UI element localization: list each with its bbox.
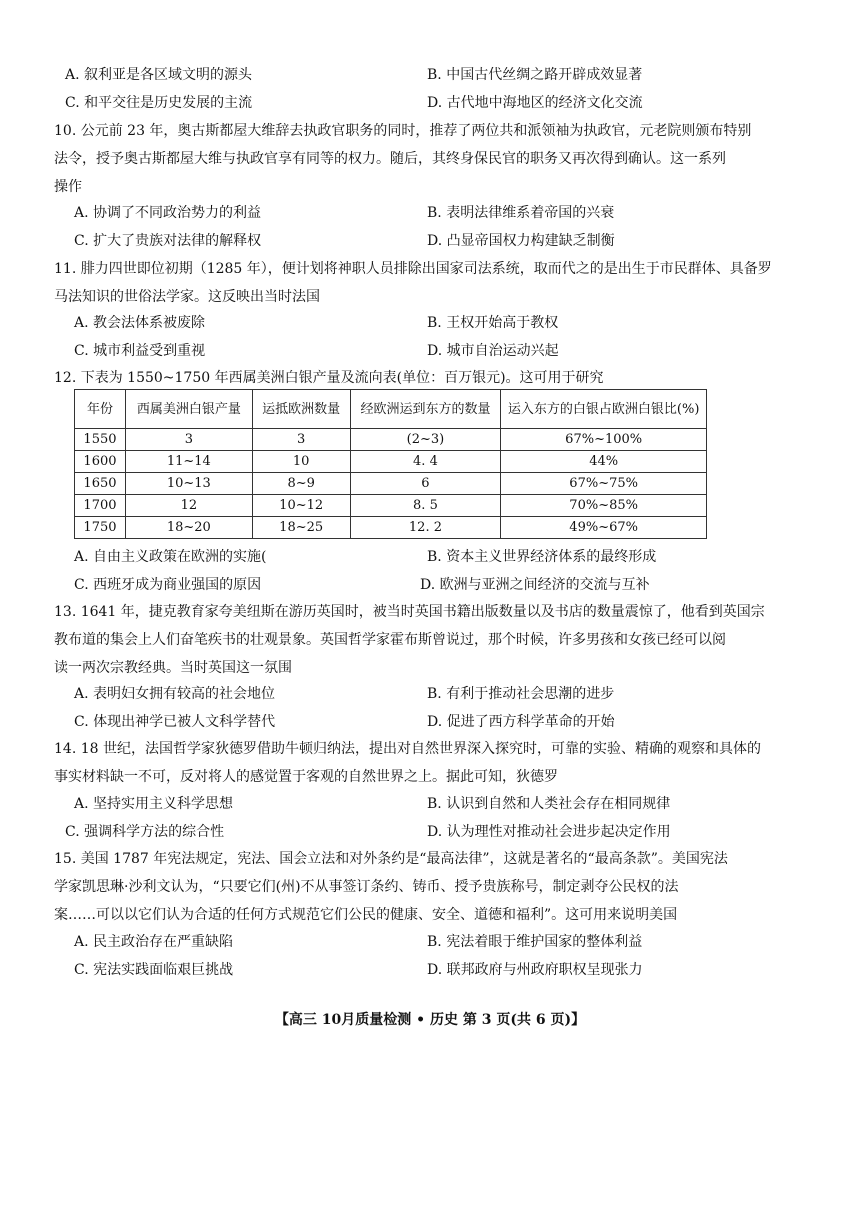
q9-option-b: B. 中国古代丝绸之路开辟成效显著 bbox=[427, 67, 643, 83]
table-cell: 10 bbox=[252, 451, 350, 473]
table-cell: 12. 2 bbox=[350, 517, 501, 539]
q11-stem-line-2: 马法知识的世俗法学家。这反映出当时法国 bbox=[54, 289, 320, 305]
q13-stem-line-3: 读一两次宗教经典。当时英国这一氛围 bbox=[54, 660, 292, 676]
q15-stem-line-1: 15. 美国 1787 年宪法规定，宪法、国会立法和对外条约是“最高法律”，这就是著名的“最高条款”。美国宪法 bbox=[54, 851, 728, 867]
table-header-cell: 西属美洲白银产量 bbox=[125, 390, 252, 429]
table-cell: 49%~67% bbox=[501, 517, 707, 539]
table-row bbox=[75, 495, 707, 517]
table-cell: (2~3) bbox=[350, 429, 501, 451]
q12-stem-line-1: 12. 下表为 1550~1750 年西属美洲白银产量及流向表(单位：百万银元)。这可用于研究 bbox=[54, 370, 604, 386]
table-cell: 10~12 bbox=[252, 495, 350, 517]
table-header-cell: 运抵欧洲数量 bbox=[252, 390, 350, 429]
table-row bbox=[75, 473, 707, 495]
q9-option-d: D. 古代地中海地区的经济文化交流 bbox=[427, 95, 643, 111]
table-row bbox=[75, 451, 707, 473]
table-cell: 1750 bbox=[75, 517, 126, 539]
q11-option-a: A. 教会法体系被废除 bbox=[74, 315, 206, 331]
q14-option-d: D. 认为理性对推动社会进步起决定作用 bbox=[427, 824, 671, 840]
q11-stem-line-1: 11. 腓力四世即位初期（1285 年），便计划将神职人员排除出国家司法系统，取而代之的是出生于市民群体、具备罗 bbox=[54, 261, 772, 277]
q10-stem-line-2: 法令，授予奥古斯都屋大维与执政官享有同等的权力。随后，其终身保民官的职务又再次得到确认。这一系列 bbox=[54, 151, 726, 167]
q10-option-c: C. 扩大了贵族对法律的解释权 bbox=[74, 233, 262, 249]
q13-option-b: B. 有利于推动社会思潮的进步 bbox=[427, 686, 615, 702]
q12-option-a: A. 自由主义政策在欧洲的实施( bbox=[74, 549, 267, 565]
q14-option-a: A. 坚持实用主义科学思想 bbox=[74, 796, 234, 812]
q10-option-d: D. 凸显帝国权力构建缺乏制衡 bbox=[427, 233, 615, 249]
q14-option-c: C. 强调科学方法的综合性 bbox=[65, 824, 225, 840]
table-cell: 44% bbox=[501, 451, 707, 473]
q9-option-a: A. 叙利亚是各区域文明的源头 bbox=[65, 67, 253, 83]
q13-stem-line-2: 教布道的集会上人们奋笔疾书的壮观景象。英国哲学家霍布斯曾说过，那个时候，许多男孩和女孩已经可以阅 bbox=[54, 632, 726, 648]
table-cell: 8. 5 bbox=[350, 495, 501, 517]
table-header-row bbox=[75, 390, 707, 429]
q15-stem-line-2: 学家凯思琳·沙利文认为，“只要它们(州)不从事签订条约、铸币、授予贵族称号，制定剥夺公民权的法 bbox=[54, 879, 679, 895]
q15-stem-line-3: 案……可以以它们认为合适的任何方式规范它们公民的健康、安全、道德和福利”。这可用来说明美国 bbox=[54, 907, 678, 923]
q10-stem-line-3: 操作 bbox=[54, 179, 82, 195]
table-header-cell: 年份 bbox=[75, 390, 126, 429]
table-cell: 11~14 bbox=[125, 451, 252, 473]
q11-option-c: C. 城市利益受到重视 bbox=[74, 343, 206, 359]
table-cell: 3 bbox=[252, 429, 350, 451]
table-cell: 1650 bbox=[75, 473, 126, 495]
q9-option-c: C. 和平交往是历史发展的主流 bbox=[65, 95, 253, 111]
q15-option-a: A. 民主政治存在严重缺陷 bbox=[74, 934, 234, 950]
q13-option-a: A. 表明妇女拥有较高的社会地位 bbox=[74, 686, 276, 702]
q15-option-b: B. 宪法着眼于维护国家的整体利益 bbox=[427, 934, 643, 950]
table-cell: 1600 bbox=[75, 451, 126, 473]
silver-flow-table bbox=[74, 389, 707, 539]
table-row bbox=[75, 517, 707, 539]
q11-option-d: D. 城市自治运动兴起 bbox=[427, 343, 559, 359]
table-cell: 6 bbox=[350, 473, 501, 495]
table-cell: 1550 bbox=[75, 429, 126, 451]
q15-option-c: C. 宪法实践面临艰巨挑战 bbox=[74, 962, 234, 978]
table-cell: 70%~85% bbox=[501, 495, 707, 517]
table-cell: 12 bbox=[125, 495, 252, 517]
q13-option-d: D. 促进了西方科学革命的开始 bbox=[427, 714, 615, 730]
q12-option-c: C. 西班牙成为商业强国的原因 bbox=[74, 577, 262, 593]
table-cell: 8~9 bbox=[252, 473, 350, 495]
q12-option-d: D. 欧洲与亚洲之间经济的交流与互补 bbox=[420, 577, 650, 593]
table-header-cell: 运入东方的白银占欧洲白银比(%) bbox=[501, 390, 707, 429]
table-cell: 1700 bbox=[75, 495, 126, 517]
q10-stem-line-1: 10. 公元前 23 年，奥古斯都屋大维辞去执政官职务的同时，推荐了两位共和派领袖为执政官，元老院则颁布特别 bbox=[54, 123, 752, 139]
q14-option-b: B. 认识到自然和人类社会存在相同规律 bbox=[427, 796, 671, 812]
table-header-cell: 经欧洲运到东方的数量 bbox=[350, 390, 501, 429]
table-cell: 18~25 bbox=[252, 517, 350, 539]
q12-option-b: B. 资本主义世界经济体系的最终形成 bbox=[427, 549, 657, 565]
table-row bbox=[75, 429, 707, 451]
q11-option-b: B. 王权开始高于教权 bbox=[427, 315, 559, 331]
table-cell: 67%~75% bbox=[501, 473, 707, 495]
table-cell: 3 bbox=[125, 429, 252, 451]
page-footer: 【高三 10月质量检测 • 历史 第 3 页(共 6 页)】 bbox=[274, 1012, 586, 1028]
table-cell: 4. 4 bbox=[350, 451, 501, 473]
table-cell: 10~13 bbox=[125, 473, 252, 495]
table-cell: 67%~100% bbox=[501, 429, 707, 451]
q15-option-d: D. 联邦政府与州政府职权呈现张力 bbox=[427, 962, 643, 978]
q14-stem-line-2: 事实材料缺一不可，反对将人的感觉置于客观的自然世界之上。据此可知，狄德罗 bbox=[54, 769, 558, 785]
q13-option-c: C. 体现出神学已被人文科学替代 bbox=[74, 714, 276, 730]
table-cell: 18~20 bbox=[125, 517, 252, 539]
q10-option-a: A. 协调了不同政治势力的利益 bbox=[74, 205, 262, 221]
q10-option-b: B. 表明法律维系着帝国的兴衰 bbox=[427, 205, 615, 221]
q13-stem-line-1: 13. 1641 年，捷克教育家夸美纽斯在游历英国时，被当时英国书籍出版数量以及书店的数量震惊了，他看到英国宗 bbox=[54, 604, 765, 620]
q14-stem-line-1: 14. 18 世纪，法国哲学家狄德罗借助牛顿归纳法，提出对自然世界深入探究时，可靠的实验、精确的观察和具体的 bbox=[54, 741, 761, 757]
